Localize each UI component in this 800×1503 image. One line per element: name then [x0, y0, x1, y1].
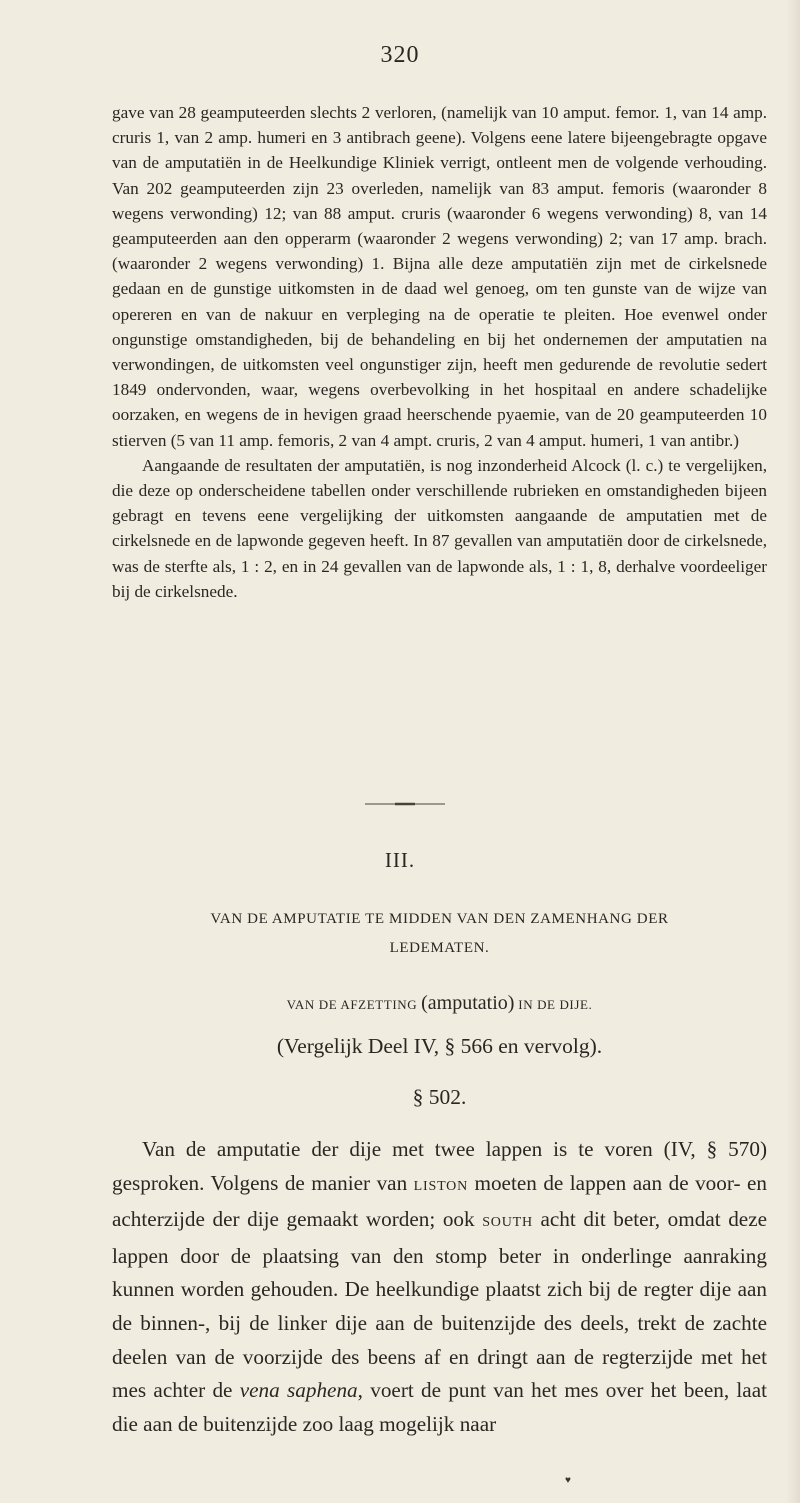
top-paragraph-2: Aangaande de resultaten der amputatiën, is nog inzonderheid Alcock (l. c.) te vergelijken, die deze op onderscheidene tabellen onder verschillende rubrieken en omstandigheden bijeen gebragt en tevens eene vergelijking der uitkomsten aangaande de amputatien met de cirkelsnede en de lapwonde gegeven heeft. In 87 gevallen van amputatiën door de cirkelsnede, was de sterfte als, 1 : 2, en in 24 gevallen van de lapwonde als, 1 : 1, 8, derhalve voordeeliger bij de cirkelsnede. [112, 455, 767, 601]
subtitle-part-a: VAN DE AFZETTING [286, 997, 418, 1012]
body-paragraph [112, 1133, 767, 1441]
body-text-part-3: acht dit beter, omdat deze lappen door de plaatsing van den stomp beter in onderlinge aanraking kunnen worden gehouden. De heelkundige plaatst zich bij de regter dije aan de binnen-, bij de linker dije aan de buitenzijde des deels, trekt de zachte deelen van de voorzijde des beens af en dringt aan de regterzijde met het mes achter de [112, 1207, 768, 1403]
section-divider [365, 802, 445, 806]
latin-term-vena-saphena: vena saphena [239, 1378, 358, 1403]
section-number: III. [384, 848, 416, 872]
body-text-block [112, 1133, 767, 1441]
author-name-south: SOUTH [482, 1215, 533, 1231]
section-title-line-1: VAN DE AMPUTATIE TE MIDDEN VAN DEN ZAMENHANG DER [210, 911, 669, 927]
top-text-block [112, 100, 767, 604]
section-title [112, 905, 767, 963]
subtitle-latin-term: (amputatio) [421, 992, 515, 1014]
subtitle-part-b: IN DE DIJE. [518, 997, 593, 1012]
page-number: 320 [380, 42, 420, 68]
author-name-liston: LISTON [413, 1178, 468, 1194]
paragraph-number: § 502. [412, 1085, 467, 1109]
printer-mark-icon: ♥ [565, 1475, 571, 1486]
body-text-part-2: moeten de lappen aan de voor- en achterzijde der dije gemaakt worden; ook [112, 1170, 768, 1232]
body-text-part-4: , voert de punt van het mes over het been, laat die aan de buitenzijde zoo laag mogelijk naar [112, 1378, 767, 1436]
body-text-part-1: Van de amputatie der dije met twee lappen is te voren (IV, § 570) gesproken. Volgens de manier van [112, 1137, 767, 1195]
cross-reference: (Vergelijk Deel IV, § 566 en vervolg). [276, 1034, 603, 1058]
section-subtitle [112, 992, 767, 1015]
top-paragraph-1: gave van 28 geamputeerden slechts 2 verloren, (namelijk van 10 amput. femor. 1, van 14 amp. cruris 1, van 2 amp. humeri en 3 antibrach geene). Volgens eene latere bijeengebragte opgave van de amputatiën in de Heelkundige Kliniek verrigt, ontleent men de volgende verhouding. Van 202 geamputeerden zijn 23 overleden, namelijk van 83 amput. femoris (waaronder 8 wegens verwonding) 12; van 88 amput. cruris (waaronder 6 wegens verwonding) 8, van 14 geamputeerden aan den opperarm (waaronder 2 wegens verwonding) 2; van 17 amp. brach. (waaronder 2 wegens verwonding) 1. Bijna alle deze amputatiën zijn met de cirkelsnede gedaan en de gunstige uitkomsten in de daad wel genoeg, om ten gunste van de wijze van opereren en van de nakuur en verpleging na de operatie te pleiten. Hoe evenwel onder ongunstige omstandigheden, bij de behandeling en bij het ondernemen der amputatien na verwondingen, de uitkomsten veel ongunstiger zijn, heeft men gedurende de revolutie sedert 1849 ondervonden, waar, wegens overbevolking in het hospitaal en andere schadelijke oorzaken, en wegens de in hevigen graad heerschende pyaemie, van de 20 geamputeerden 10 stierven (5 van 11 amp. femoris, 2 van 4 ampt. cruris, 2 van 4 amput. humeri, 1 van antibr.) [112, 103, 767, 450]
page-edge-shadow [786, 0, 800, 1503]
section-title-line-2: LEDEMATEN. [389, 940, 490, 956]
